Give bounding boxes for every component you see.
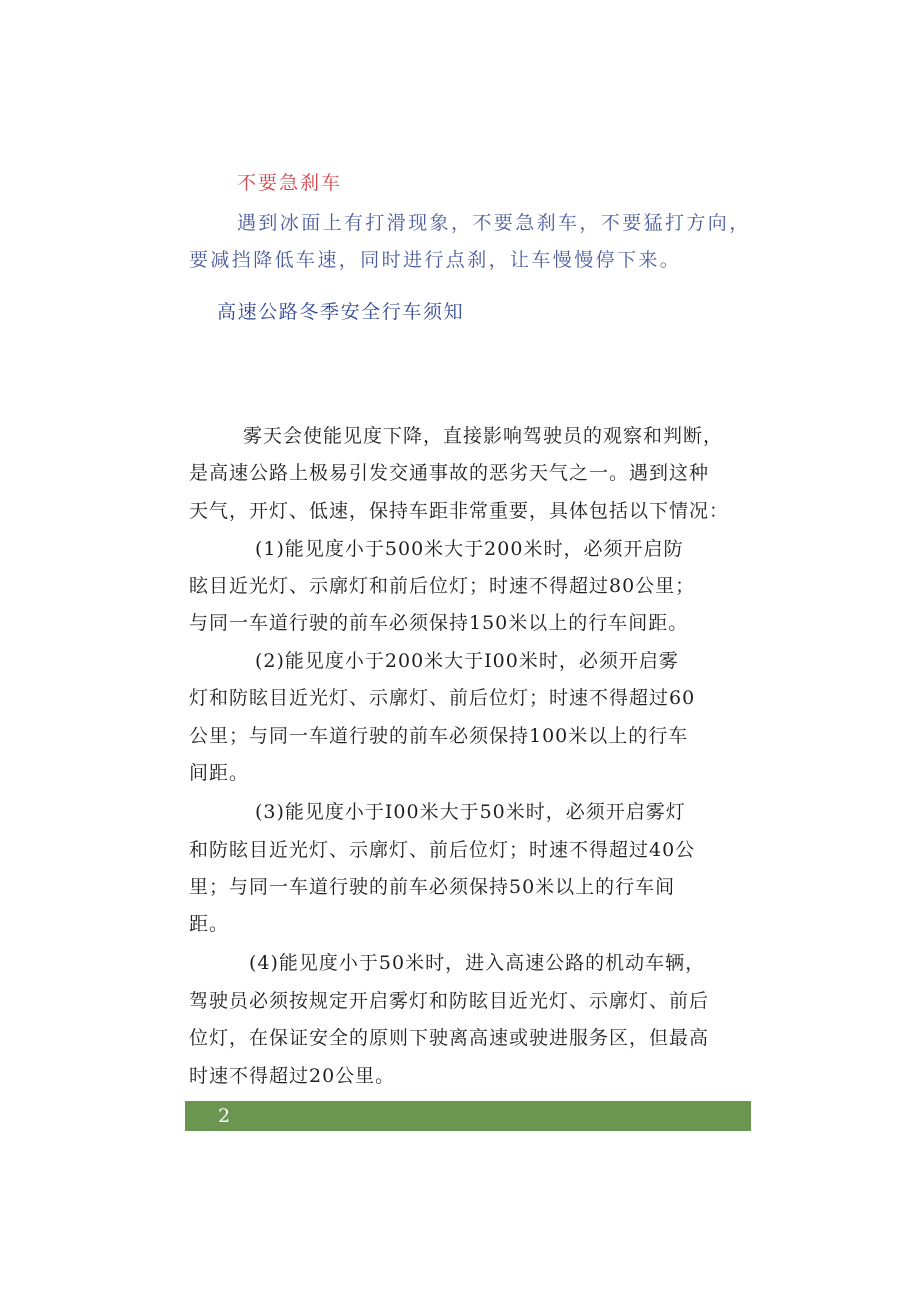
list-item-line: (2)能见度小于200米大于I00米时，必须开启雾 — [255, 650, 679, 672]
list-item-line: 间距。 — [189, 762, 250, 784]
list-item-line: (4)能见度小于50米时，进入高速公路的机动车辆， — [249, 952, 706, 974]
paragraph-line: 要减挡降低车速，同时进行点刹，让车慢慢停下来。 — [189, 249, 682, 271]
paragraph-line: 天气，开灯、低速，保持车距非常重要，具体包括以下情况： — [189, 500, 730, 522]
list-item-line: 公里；与同一车道行驶的前车必须保持100米以上的行车 — [189, 725, 689, 747]
list-item-line: 时速不得超过20公里。 — [189, 1065, 396, 1087]
list-item-line: 距。 — [189, 913, 230, 935]
list-item-line: 与同一车道行驶的前车必须保持150米以上的行车间距。 — [189, 612, 689, 634]
section-heading-no-hard-braking: 不要急刹车 — [237, 172, 343, 194]
list-item-line: 位灯，在保证安全的原则下驶离高速或驶进服务区，但最高 — [189, 1027, 710, 1049]
paragraph-line: 是高速公路上极易引发交通事故的恶劣天气之一。遇到这种 — [189, 462, 710, 484]
list-item-line: (3)能见度小于I00米大于50米时，必须开启雾灯 — [255, 801, 686, 823]
paragraph-line: 遇到冰面上有打滑现象，不要急刹车，不要猛打方向， — [237, 212, 751, 234]
page-footer-bar — [185, 1101, 751, 1131]
list-item-line: 和防眩目近光灯、示廓灯、前后位灯；时速不得超过40公 — [189, 839, 696, 861]
list-item-line: (1)能见度小于500米大于200米时，必须开启防 — [255, 538, 684, 560]
page-number: 2 — [218, 1105, 231, 1127]
list-item-line: 眩目近光灯、示廓灯和前后位灯；时速不得超过80公里； — [189, 575, 696, 597]
list-item-line: 灯和防眩目近光灯、示廓灯、前后位灯；时速不得超过60 — [189, 687, 696, 709]
paragraph-line: 雾天会使能见度下降，直接影响驾驶员的观察和判断， — [243, 425, 724, 447]
section-title: 高速公路冬季安全行车须知 — [217, 301, 465, 323]
list-item-line: 里；与同一车道行驶的前车必须保持50米以上的行车间 — [189, 876, 676, 898]
list-item-line: 驾驶员必须按规定开启雾灯和防眩目近光灯、示廓灯、前后 — [189, 990, 710, 1012]
